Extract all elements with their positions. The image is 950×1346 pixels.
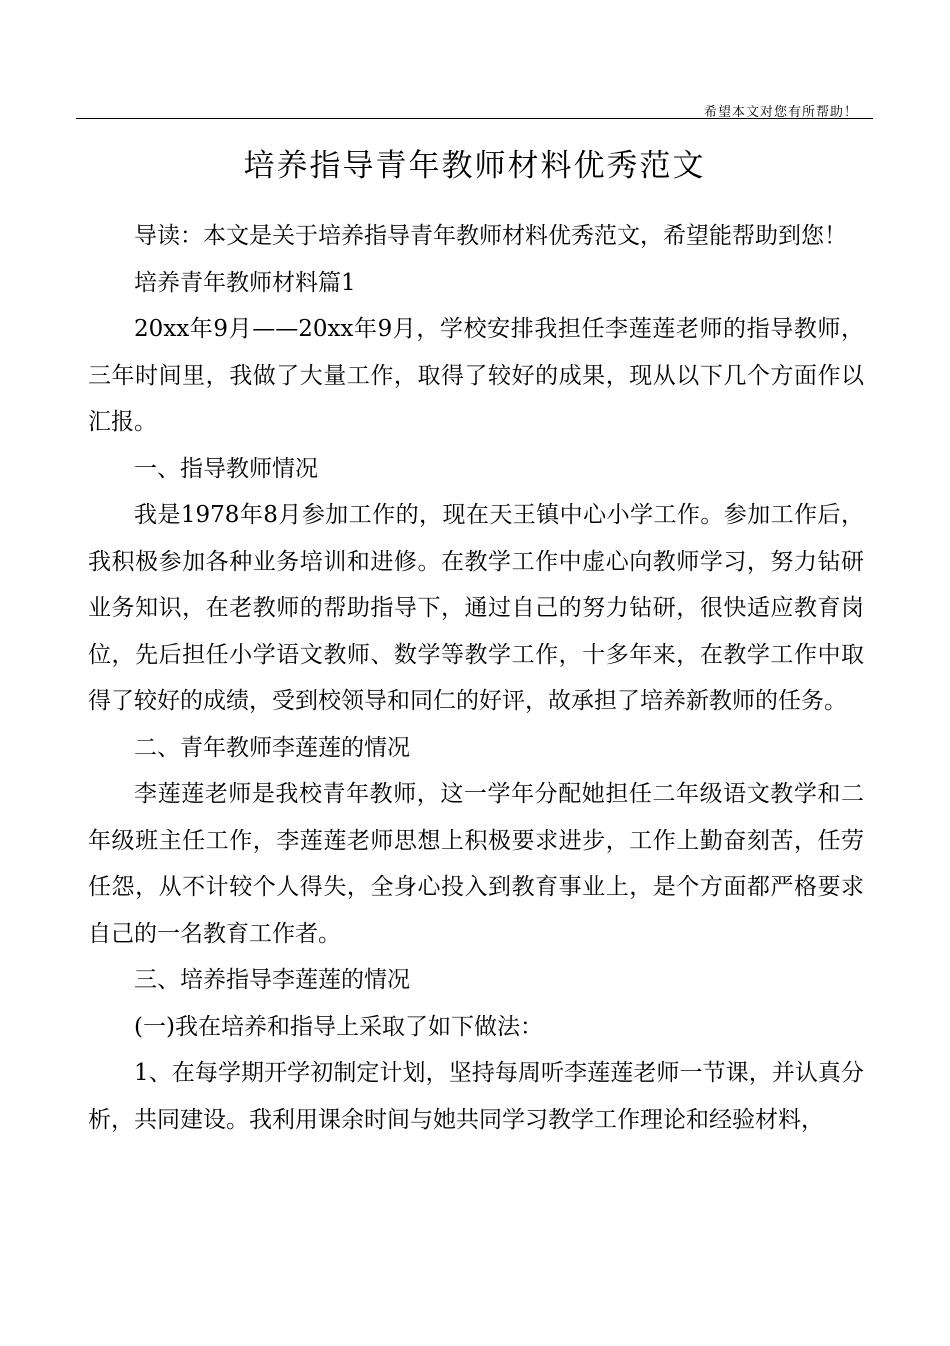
document-body: [88, 213, 864, 1143]
paragraph: 我是1978年8月参加工作的，现在天王镇中心小学工作。参加工作后，我积极参加各种业务培训和进修。在教学工作中虚心向教师学习，努力钻研业务知识，在老教师的帮助指导下，通过自己的努力钻研，很快适应教育岗位，先后担任小学语文教师、数学等教学工作，十多年来，在教学工作中取得了较好的成绩，受到校领导和同仁的好评，故承担了培养新教师的任务。: [88, 502, 864, 714]
section-heading: 一、指导教师情况: [134, 455, 318, 482]
paragraph: 导读：本文是关于培养指导青年教师材料优秀范文，希望能帮助到您！: [134, 223, 847, 249]
paragraph: 培养青年教师材料篇1: [134, 269, 356, 296]
header-divider: [76, 118, 873, 119]
paragraph: (一)我在培养和指导上采取了如下做法：: [134, 1013, 543, 1040]
paragraph: 李莲莲老师是我校青年教师，这一学年分配她担任二年级语文教学和二年级班主任工作，李莲莲老师思想上积极要求进步，工作上勤奋刻苦，任劳任怨，从不计较个人得失，全身心投入到教育事业上，是个方面都严格要求自己的一名教育工作者。: [88, 781, 864, 947]
section-heading: 二、青年教师李莲莲的情况: [134, 734, 410, 761]
page-title: 培养指导青年教师材料优秀范文: [243, 148, 706, 184]
paragraph: 1、在每学期开学初制定计划，坚持每周听李莲莲老师一节课，并认真分析，共同建设。我利用课余时间与她共同学习教学工作理论和经验材料，: [88, 1060, 864, 1133]
section-heading: 三、培养指导李莲莲的情况: [134, 967, 410, 993]
header-note: 希望本文对您有所帮助！: [703, 105, 858, 120]
paragraph: 20xx年9月——20xx年9月，学校安排我担任李莲莲老师的指导教师，三年时间里，我做了大量工作，取得了较好的成果，现从以下几个方面作以汇报。: [88, 316, 864, 435]
